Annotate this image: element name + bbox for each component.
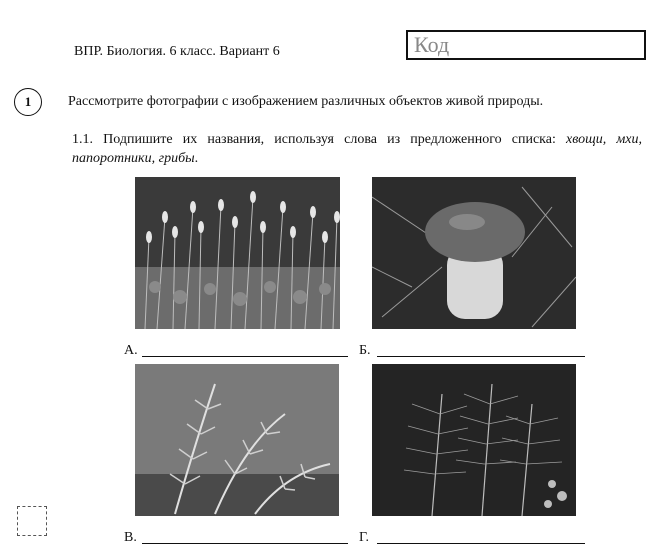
page-header-title: ВПР. Биология. 6 класс. Вариант 6 [74,44,280,59]
mushroom-photo [372,177,576,329]
subtask-text [72,130,642,168]
subtask-instruction: Подпишите их названия, используя слова из предложенного списка: [103,132,556,147]
question-number-badge: 1 [14,88,42,116]
answer-line-v[interactable] [142,543,348,544]
code-field[interactable]: Код [406,30,646,60]
answer-label-a: А. [124,343,138,358]
question-text: Рассмотрите фотографии с изображением различных объектов живой природы. [68,94,544,109]
answer-line-g[interactable] [377,543,585,544]
answer-label-g: Г. [359,530,370,545]
word-list: хвощи, мхи, папоротники, грибы [72,132,642,166]
subtask-number: 1.1. [72,132,93,147]
horsetail-photo [372,364,576,516]
answer-line-b[interactable] [377,356,585,357]
answer-label-v: В. [124,530,137,545]
answer-line-a[interactable] [142,356,348,357]
answer-label-b: Б. [359,343,371,358]
score-box[interactable] [17,506,47,536]
word-list-end: . [194,151,199,166]
moss-photo [135,177,340,329]
fern-photo [135,364,339,516]
